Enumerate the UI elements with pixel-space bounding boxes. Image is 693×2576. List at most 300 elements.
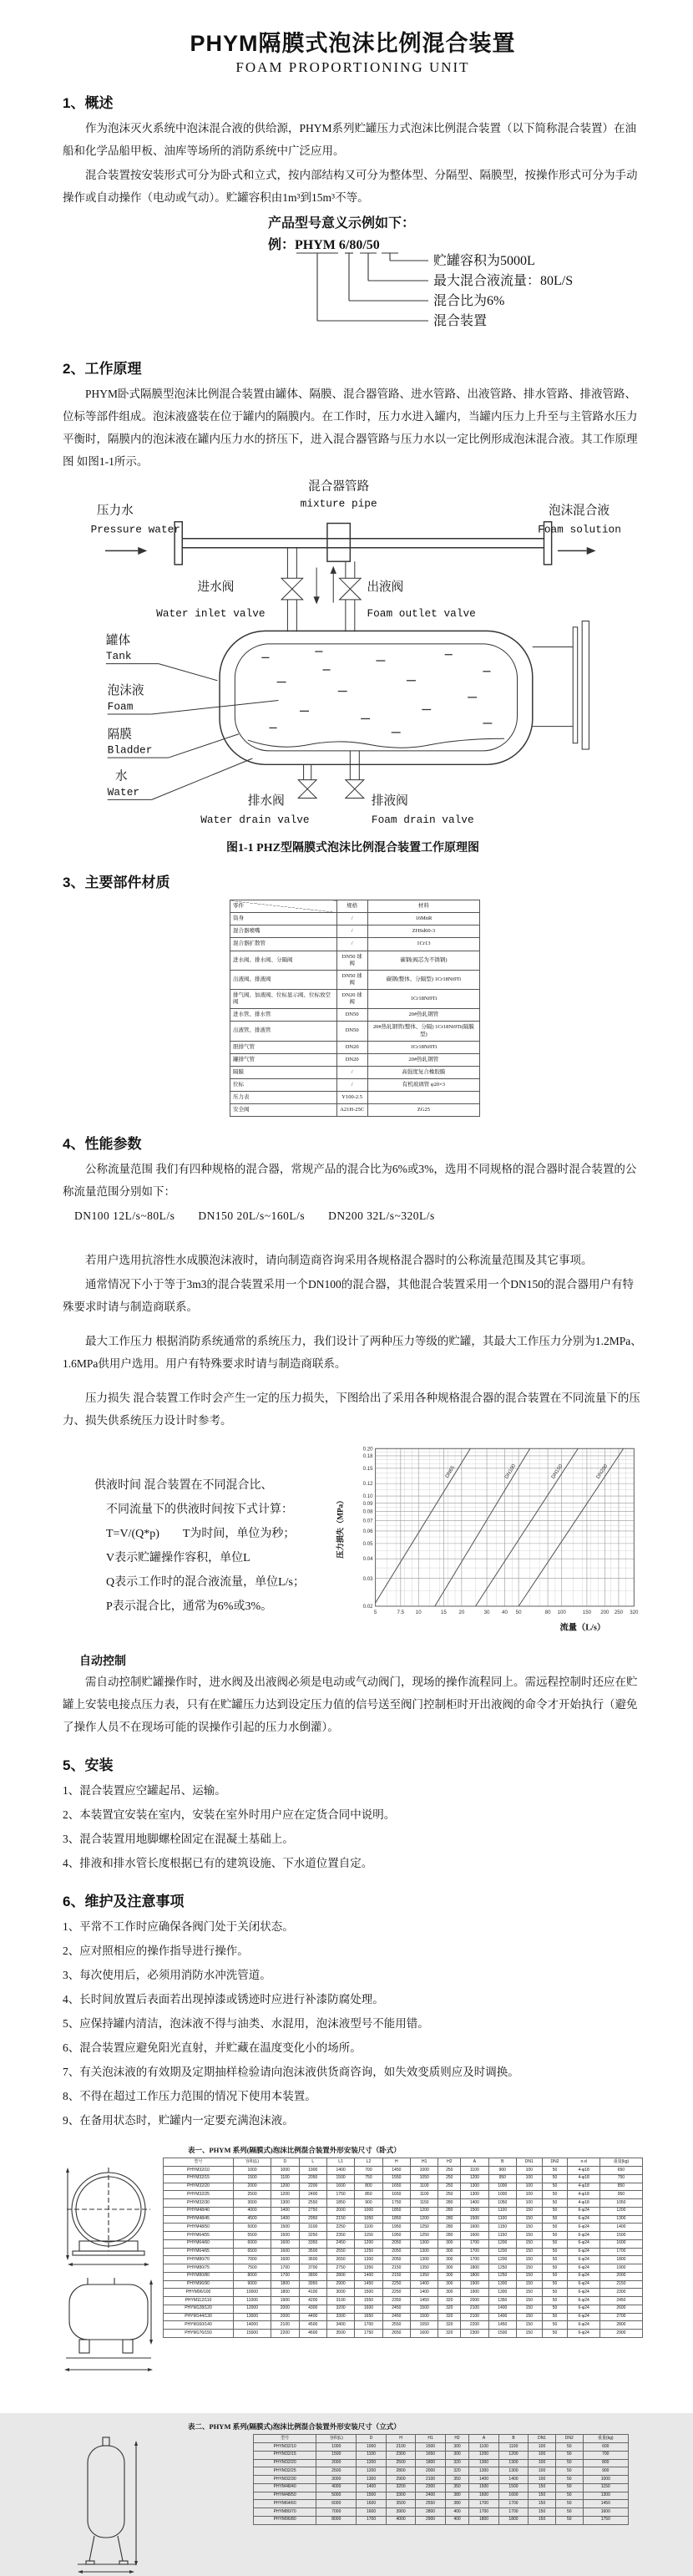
table-cell: 出液管、排液管 bbox=[230, 1022, 337, 1041]
table-cell: PHYM48/45 bbox=[164, 2215, 234, 2224]
table-cell: PHYM80/70 bbox=[164, 2256, 234, 2264]
table-cell: PHYM32/25 bbox=[164, 2191, 234, 2199]
table-cell: 50 bbox=[555, 2476, 583, 2484]
table-cell: 2100 bbox=[461, 2313, 488, 2321]
table-cell: 320 bbox=[438, 2313, 461, 2321]
table-cell: 380 bbox=[445, 2492, 468, 2500]
table-cell: 1650 bbox=[382, 2191, 410, 2199]
water-label-en: Water bbox=[107, 785, 139, 799]
table-cell: 300 bbox=[445, 2443, 468, 2452]
table-cell: 2450 bbox=[599, 2297, 642, 2305]
table-cell: 1750 bbox=[382, 2199, 410, 2208]
table-cell: 1100 bbox=[461, 2167, 488, 2175]
table-cell: 4-φ18 bbox=[568, 2183, 599, 2191]
table-cell: 2650 bbox=[382, 2330, 410, 2338]
series-label: DN100 bbox=[503, 1463, 518, 1481]
table-cell: 6-φ24 bbox=[568, 2289, 599, 2297]
table-cell: 50 bbox=[542, 2207, 568, 2215]
table-cell: 100 bbox=[516, 2191, 542, 2199]
table-row bbox=[164, 2264, 643, 2273]
table-cell: 100 bbox=[516, 2199, 542, 2208]
table-row bbox=[230, 1022, 480, 1041]
table-cell: 1300 bbox=[498, 2459, 528, 2467]
table-cell: 320 bbox=[445, 2459, 468, 2467]
table-cell: 1200 bbox=[355, 2239, 382, 2248]
table-cell: 150 bbox=[516, 2330, 542, 2338]
table-cell: PHYM112/110 bbox=[164, 2297, 234, 2305]
params-paragraph-6: 压力损失 混合装置工作时会产生一定的压力损失，下图给出了采用各种规格混合器的混合装置在不同流量下的压力、损失供系统压力设计时参考。 bbox=[63, 1392, 640, 1427]
table-cell: 1800 bbox=[271, 2280, 299, 2289]
table-cell: PHYM32/20 bbox=[254, 2459, 316, 2467]
table-cell: 1300 bbox=[583, 2492, 628, 2500]
table-row bbox=[164, 2239, 643, 2248]
table-row bbox=[230, 913, 480, 925]
table-cell: 250 bbox=[438, 2191, 461, 2199]
table-cell: 150 bbox=[529, 2508, 556, 2517]
table-cell: 150 bbox=[529, 2483, 556, 2492]
y-tick-label: 0.12 bbox=[362, 1481, 373, 1488]
table-cell: 罐排气管 bbox=[230, 1053, 337, 1066]
table-cell: 2150 bbox=[382, 2264, 410, 2273]
table-cell: 1200 bbox=[357, 2467, 386, 2476]
table-cell: 1300 bbox=[469, 2467, 498, 2476]
table-cell: 350 bbox=[445, 2483, 468, 2492]
y-tick-label: 0.09 bbox=[362, 1501, 373, 1508]
table-cell: Y100-2.5 bbox=[336, 1092, 367, 1104]
table-cell: PHYM96/90 bbox=[164, 2280, 234, 2289]
table-cell: 1900 bbox=[461, 2289, 488, 2297]
table-cell: 750 bbox=[355, 2174, 382, 2183]
table-row bbox=[164, 2272, 643, 2280]
table-cell: 1850 bbox=[382, 2215, 410, 2224]
table-cell: 650 bbox=[599, 2167, 642, 2175]
table-cell: 11000 bbox=[233, 2297, 271, 2305]
maintenance-item: 3、每次使用后，必须用消防水冲洗管道。 bbox=[63, 1969, 271, 1982]
table-cell: 2550 bbox=[299, 2199, 326, 2208]
table-cell: 1Cr18Ni9Ti bbox=[367, 1041, 479, 1053]
horizontal-dimensions-table bbox=[163, 2158, 643, 2338]
table-cell: 300 bbox=[438, 2239, 461, 2248]
table-cell: 1500 bbox=[271, 2224, 299, 2232]
table-cell: A21H-25C bbox=[336, 1104, 367, 1117]
table-cell: 1900 bbox=[461, 2280, 488, 2289]
table-cell: 100 bbox=[529, 2443, 556, 2452]
series-label: DN150 bbox=[550, 1463, 564, 1481]
table2-caption: 表二、PHYM 系列(隔膜式)泡沫比例混合装置外形安装尺寸（立式） bbox=[188, 2422, 401, 2431]
table-cell: 2600 bbox=[599, 2305, 642, 2313]
column-header: 材料 bbox=[367, 900, 479, 913]
table-cell: 2300 bbox=[416, 2483, 445, 2492]
table-cell: 1600 bbox=[357, 2500, 386, 2508]
table-cell: 1900 bbox=[299, 2167, 326, 2175]
table-cell: 150 bbox=[516, 2256, 542, 2264]
table-cell: 700 bbox=[583, 2451, 628, 2459]
table-cell: 1100 bbox=[271, 2174, 299, 2183]
maintenance-item: 9、在备用状态时，贮罐内一定要充满泡沫液。 bbox=[63, 2114, 294, 2127]
table-cell: 380 bbox=[445, 2500, 468, 2508]
table-cell: 1500 bbox=[469, 2483, 498, 2492]
table-cell: 50 bbox=[542, 2224, 568, 2232]
column-header: 容积(L) bbox=[316, 2435, 357, 2443]
table-cell: PHYM32/10 bbox=[164, 2167, 234, 2175]
table-row bbox=[164, 2330, 643, 2338]
table-cell: 9000 bbox=[233, 2280, 271, 2289]
table-cell: 15000 bbox=[233, 2330, 271, 2338]
table-cell: 400 bbox=[445, 2516, 468, 2524]
table-cell: 1100 bbox=[411, 2191, 438, 2199]
table-cell: 1900 bbox=[599, 2264, 642, 2273]
table-row bbox=[230, 1009, 480, 1022]
table-cell: 2900 bbox=[326, 2280, 354, 2289]
table-cell: 1850 bbox=[326, 2199, 354, 2208]
table-cell: PHYM128/120 bbox=[164, 2305, 234, 2313]
table-cell: 1700 bbox=[271, 2264, 299, 2273]
table-cell: 2000 bbox=[233, 2183, 271, 2191]
table-cell: PHYM48/40 bbox=[254, 2483, 316, 2492]
table-cell: DN20 bbox=[336, 1041, 367, 1053]
y-tick-label: 0.15 bbox=[362, 1466, 373, 1473]
mixture-pipe-label-en: mixture pipe bbox=[300, 497, 377, 510]
x-tick-label: 320 bbox=[630, 1610, 639, 1616]
table-cell: 1400 bbox=[271, 2215, 299, 2224]
x-tick-label: 150 bbox=[582, 1610, 592, 1616]
table-cell: 100 bbox=[529, 2476, 556, 2484]
install-item: 4、排液和排水管长度根据已有的建筑设施、下水道位置自定。 bbox=[63, 1857, 373, 1870]
table-cell: 150 bbox=[529, 2500, 556, 2508]
table-cell: 1050 bbox=[411, 2174, 438, 2183]
x-tick-label: 20 bbox=[458, 1610, 465, 1616]
table-cell: 2800 bbox=[416, 2508, 445, 2517]
table-cell: 1300 bbox=[469, 2459, 498, 2467]
table-cell: 1600 bbox=[271, 2256, 299, 2264]
table-cell: 1600 bbox=[599, 2239, 642, 2248]
table-cell: 50 bbox=[555, 2467, 583, 2476]
table-cell: 2550 bbox=[382, 2321, 410, 2330]
table-cell: 1750 bbox=[355, 2330, 382, 2338]
pressure-loss-chart bbox=[334, 1440, 643, 1640]
table-cell: 6-φ24 bbox=[568, 2224, 599, 2232]
table-cell: 280 bbox=[438, 2224, 461, 2232]
bladder-label-en: Bladder bbox=[107, 743, 152, 757]
table-cell: 1250 bbox=[488, 2264, 516, 2273]
table-cell: 7500 bbox=[233, 2264, 271, 2273]
table-cell: 2450 bbox=[382, 2305, 410, 2313]
series-label: DN200 bbox=[594, 1463, 610, 1481]
install-item: 3、混合装置用地脚螺栓固定在混凝土基础上。 bbox=[63, 1833, 294, 1846]
table-cell: 1400 bbox=[469, 2476, 498, 2484]
table-cell: 1400 bbox=[355, 2272, 382, 2280]
table-cell: 150 bbox=[516, 2280, 542, 2289]
y-tick-label: 0.05 bbox=[362, 1541, 373, 1548]
table-cell: 6-φ24 bbox=[568, 2256, 599, 2264]
table-cell: 进水管、排水管 bbox=[230, 1009, 337, 1022]
table-cell: 1100 bbox=[411, 2183, 438, 2191]
table-cell: 3700 bbox=[299, 2264, 326, 2273]
table-cell: 150 bbox=[516, 2248, 542, 2256]
table-cell: 2200 bbox=[299, 2183, 326, 2191]
table-cell: 1700 bbox=[461, 2256, 488, 2264]
model-label-flow: 最大混合液流量：80L/S bbox=[433, 274, 574, 288]
table-cell: 2200 bbox=[271, 2330, 299, 2338]
table-cell: 50 bbox=[542, 2313, 568, 2321]
pressure-water-label-en: Pressure water bbox=[90, 523, 180, 536]
table-cell: 1200 bbox=[488, 2239, 516, 2248]
table-cell: 1200 bbox=[498, 2451, 528, 2459]
table-cell: 3500 bbox=[299, 2248, 326, 2256]
table-cell: 150 bbox=[516, 2232, 542, 2240]
water-label-cn: 水 bbox=[114, 769, 127, 783]
table-cell: 高强度复合橡胶膜 bbox=[367, 1066, 479, 1078]
table-cell: 50 bbox=[542, 2305, 568, 2313]
table-cell: PHYM32/15 bbox=[254, 2451, 316, 2459]
table-row bbox=[164, 2191, 643, 2199]
column-header: H bbox=[386, 2435, 415, 2443]
table-cell: 4000 bbox=[233, 2207, 271, 2215]
table-cell: 1200 bbox=[271, 2183, 299, 2191]
table-cell: 2000 bbox=[461, 2297, 488, 2305]
table-cell: 100 bbox=[516, 2167, 542, 2175]
table-cell: 1500 bbox=[461, 2207, 488, 2215]
column-header: D bbox=[271, 2158, 299, 2167]
table-row bbox=[164, 2297, 643, 2305]
table-cell: 1600 bbox=[271, 2248, 299, 2256]
water-drain-valve-label-en: Water drain valve bbox=[200, 813, 310, 826]
table-cell: 1550 bbox=[355, 2297, 382, 2305]
table-cell: 1700 bbox=[357, 2516, 386, 2524]
table-cell: 6-φ24 bbox=[568, 2232, 599, 2240]
table-cell: 850 bbox=[599, 2183, 642, 2191]
table-cell: 1500 bbox=[355, 2289, 382, 2297]
table-cell: 300 bbox=[438, 2256, 461, 2264]
table-cell: 600 bbox=[583, 2443, 628, 2452]
x-tick-label: 50 bbox=[515, 1610, 522, 1616]
table-cell: 2150 bbox=[326, 2215, 354, 2224]
section1-heading: 1、概述 bbox=[63, 95, 114, 111]
table-cell: 3000 bbox=[316, 2476, 357, 2484]
table-cell: 1100 bbox=[488, 2207, 516, 2215]
table-cell: 150 bbox=[516, 2313, 542, 2321]
table-cell: 50 bbox=[542, 2256, 568, 2264]
table-cell: 3400 bbox=[326, 2321, 354, 2330]
section6-heading: 6、维护及注意事项 bbox=[63, 1894, 185, 1910]
table-cell: 2900 bbox=[599, 2330, 642, 2338]
table-cell: 1450 bbox=[382, 2167, 410, 2175]
table-cell: 6-φ24 bbox=[568, 2330, 599, 2338]
table-cell: 50 bbox=[555, 2508, 583, 2517]
table-cell: 100 bbox=[529, 2459, 556, 2467]
table-cell: 2050 bbox=[299, 2174, 326, 2183]
table-cell: 1800 bbox=[599, 2256, 642, 2264]
table-cell: 筒身 bbox=[230, 913, 337, 925]
table-cell: 1200 bbox=[461, 2174, 488, 2183]
table-cell: 1800 bbox=[469, 2516, 498, 2524]
table-cell: 1450 bbox=[488, 2321, 516, 2330]
table-cell: 150 bbox=[516, 2264, 542, 2273]
model-label-device: 混合装置 bbox=[433, 314, 488, 328]
table-cell: 4200 bbox=[299, 2297, 326, 2305]
table-cell: 800 bbox=[583, 2459, 628, 2467]
table-cell: 4500 bbox=[299, 2321, 326, 2330]
supply-time-line: V表示贮罐操作容积，单位L bbox=[106, 1552, 250, 1565]
table-cell: 1600 bbox=[357, 2508, 386, 2517]
table-cell: PHYM32/25 bbox=[254, 2467, 316, 2476]
table-cell: 6-φ24 bbox=[568, 2264, 599, 2273]
table-cell: 100 bbox=[529, 2467, 556, 2476]
table-cell: 1800 bbox=[498, 2516, 528, 2524]
foam-label-cn: 泡沫液 bbox=[107, 684, 144, 698]
table-cell: 1500 bbox=[498, 2483, 528, 2492]
table-cell: 位标 bbox=[230, 1079, 337, 1092]
table-cell: 50 bbox=[555, 2451, 583, 2459]
table-cell: 4300 bbox=[299, 2305, 326, 2313]
table-row bbox=[164, 2305, 643, 2313]
table-cell: 2000 bbox=[599, 2272, 642, 2280]
table-cell: 1050 bbox=[355, 2215, 382, 2224]
table-cell: 1100 bbox=[357, 2451, 386, 2459]
series-line-dn150 bbox=[475, 1449, 578, 1607]
table-cell: 50 bbox=[542, 2183, 568, 2191]
table-cell: 1400 bbox=[488, 2313, 516, 2321]
table-cell: 3100 bbox=[326, 2297, 354, 2305]
table-cell: 50 bbox=[542, 2167, 568, 2175]
column-header: B bbox=[498, 2435, 528, 2443]
table-cell: 出液阀、排液阀 bbox=[230, 970, 337, 989]
table-cell: 1000 bbox=[316, 2443, 357, 2452]
table-cell: 1400 bbox=[326, 2167, 354, 2175]
table-cell: 2150 bbox=[599, 2280, 642, 2289]
y-tick-label: 0.10 bbox=[362, 1493, 373, 1500]
table-cell: PHYM32/30 bbox=[164, 2199, 234, 2208]
table-row bbox=[230, 938, 480, 951]
table-row bbox=[164, 2256, 643, 2264]
table-cell: 1300 bbox=[411, 2239, 438, 2248]
table-cell: 10000 bbox=[233, 2289, 271, 2297]
maintenance-item: 1、平常不工作时应确保各阀门处于关闭状态。 bbox=[63, 1920, 294, 1934]
table-cell: 1700 bbox=[599, 2248, 642, 2256]
table-cell: 150 bbox=[516, 2305, 542, 2313]
column-header: DN1 bbox=[516, 2158, 542, 2167]
supply-time-text bbox=[79, 1440, 334, 1619]
table-cell: PHYM144/130 bbox=[164, 2313, 234, 2321]
table-cell: 1150 bbox=[355, 2232, 382, 2240]
table-cell: 1650 bbox=[382, 2183, 410, 2191]
table-cell: 1050 bbox=[488, 2199, 516, 2208]
table-cell: 1600 bbox=[411, 2330, 438, 2338]
install-item: 2、本装置宜安装在室内，安装在室外时用户应在定货合同中说明。 bbox=[63, 1808, 396, 1822]
table-cell: 3600 bbox=[299, 2256, 326, 2264]
table-cell: 5000 bbox=[233, 2224, 271, 2232]
nominal-flow-ranges: DN100 12L/s~80L/s DN150 20L/s~160L/s DN200 32L/s~320L/s bbox=[74, 1209, 435, 1223]
table-cell: 320 bbox=[438, 2330, 461, 2338]
series-label: DN65 bbox=[443, 1465, 457, 1480]
table-cell: 4-φ18 bbox=[568, 2199, 599, 2208]
table-cell: 100 bbox=[516, 2183, 542, 2191]
table-cell: 3250 bbox=[299, 2232, 326, 2240]
table-row bbox=[254, 2451, 629, 2459]
series-line-dn65 bbox=[376, 1449, 471, 1604]
table-cell: 150 bbox=[516, 2224, 542, 2232]
column-header: L2 bbox=[355, 2158, 382, 2167]
column-header: H2 bbox=[445, 2435, 468, 2443]
x-tick-label: 100 bbox=[557, 1610, 566, 1616]
table-cell: 1250 bbox=[488, 2272, 516, 2280]
table-cell: 1350 bbox=[488, 2297, 516, 2305]
column-header: A bbox=[461, 2158, 488, 2167]
table-cell: 300 bbox=[438, 2272, 461, 2280]
model-intro: 产品型号意义示例如下： bbox=[268, 216, 416, 231]
table-cell: 1600 bbox=[271, 2239, 299, 2248]
table-row bbox=[230, 1066, 480, 1078]
table-cell: 3500 bbox=[326, 2330, 354, 2338]
table-cell: 14000 bbox=[233, 2321, 271, 2330]
pressure-loss-section bbox=[79, 1440, 643, 1640]
table-cell: 300 bbox=[438, 2248, 461, 2256]
table-row bbox=[230, 1079, 480, 1092]
table-cell: 1600 bbox=[326, 2183, 354, 2191]
table-cell: 1450 bbox=[583, 2500, 628, 2508]
table-cell: 1500 bbox=[316, 2451, 357, 2459]
table-cell: 2750 bbox=[326, 2264, 354, 2273]
table-cell: 950 bbox=[488, 2174, 516, 2183]
table-cell: 2000 bbox=[416, 2467, 445, 2476]
table-cell: 50 bbox=[542, 2239, 568, 2248]
table-cell: 2000 bbox=[326, 2207, 354, 2215]
table-cell: 3800 bbox=[299, 2272, 326, 2280]
table-cell: 1800 bbox=[461, 2272, 488, 2280]
table-cell: 300 bbox=[445, 2451, 468, 2459]
table-cell: 1500 bbox=[326, 2174, 354, 2183]
table-row bbox=[164, 2248, 643, 2256]
table-cell: DN50 bbox=[336, 1009, 367, 1022]
table-cell: 150 bbox=[516, 2297, 542, 2305]
table-cell: 20#热轧钢管 bbox=[367, 1009, 479, 1022]
table-cell: 2500 bbox=[233, 2191, 271, 2199]
table-cell: 150 bbox=[516, 2272, 542, 2280]
table-cell: 1800 bbox=[271, 2289, 299, 2297]
table-row bbox=[164, 2199, 643, 2208]
table-cell: 50 bbox=[542, 2289, 568, 2297]
table-cell: 2650 bbox=[326, 2256, 354, 2264]
params-paragraph-4: 通常情况下小于等于3m3的混合装置采用一个DN100的混合器，其他混合装置采用一个DN150的混合器用户有特殊要求时请与制造商联系。 bbox=[63, 1278, 634, 1314]
table-row bbox=[254, 2467, 629, 2476]
table-cell: 1650 bbox=[355, 2313, 382, 2321]
table-cell: 2700 bbox=[599, 2313, 642, 2321]
column-header: DN2 bbox=[555, 2435, 583, 2443]
table1-caption: 表一、PHYM 系列(隔膜式)泡沫比例混合装置外形安装尺寸（卧式） bbox=[188, 2146, 401, 2155]
table-cell: 1750 bbox=[583, 2516, 628, 2524]
table-cell: 混合器喷嘴 bbox=[230, 925, 337, 938]
section5-heading: 5、安装 bbox=[63, 1757, 114, 1774]
table-cell: 1000 bbox=[233, 2167, 271, 2175]
table-cell: / bbox=[336, 913, 367, 925]
table-row bbox=[254, 2516, 629, 2524]
table-cell: 1700 bbox=[469, 2500, 498, 2508]
table-cell: 1400 bbox=[488, 2305, 516, 2313]
table-cell: 5500 bbox=[233, 2232, 271, 2240]
foam-solution-label-en: Foam solution bbox=[537, 523, 621, 536]
table-cell: 4-φ18 bbox=[568, 2191, 599, 2199]
table-cell: 50 bbox=[555, 2516, 583, 2524]
table-cell: 6-φ24 bbox=[568, 2305, 599, 2313]
table-cell: 2300 bbox=[599, 2289, 642, 2297]
table-cell: 850 bbox=[355, 2191, 382, 2199]
column-header: H bbox=[382, 2158, 410, 2167]
table-cell: / bbox=[336, 1066, 367, 1078]
table-cell: 6000 bbox=[233, 2239, 271, 2248]
vertical-unit-block bbox=[63, 2434, 643, 2576]
table-cell: 1400 bbox=[461, 2199, 488, 2208]
x-tick-label: 200 bbox=[600, 1610, 610, 1616]
